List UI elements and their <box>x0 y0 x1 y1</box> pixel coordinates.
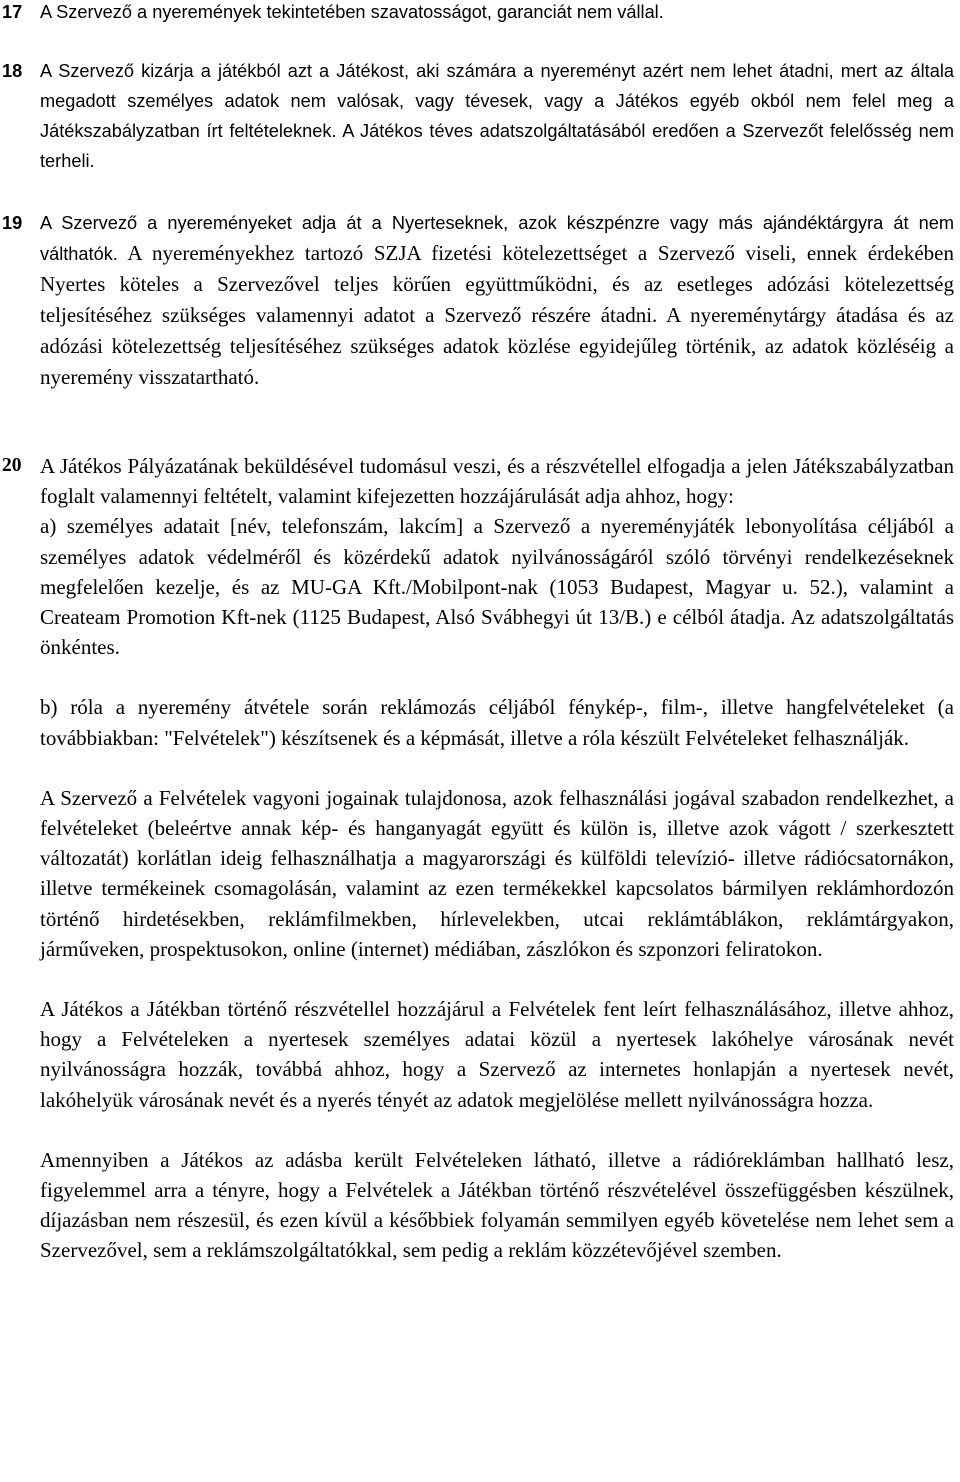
clause-number: 17 <box>2 2 23 22</box>
clause-number: 20 <box>2 455 22 476</box>
clause-paragraph: Amennyiben a Játékos az adásba került Felvételeken látható, illetve a rádióreklámban hallható lesz, figyelemmel arra a tényre, hogy a Felvételek a Játékban történő részvételével összefüggésben készülnek, díjazásban nem részesül, és ezen kívül a későbbiek folyamán semmilyen egyéb követelése nem lehet sem a Szervezővel, sem a reklámszolgáltatókkal, sem pedig a reklám közzétevőjével szemben. <box>40 1147 954 1263</box>
clause-17 <box>0 0 960 27</box>
clause-text: A Szervező a nyeremények tekintetében szavatosságot, garanciát nem vállal. <box>40 2 664 22</box>
clause-paragraph: A Szervező a Felvételek vagyoni jogainak tulajdonosa, azok felhasználási jogával szabadon rendelkezhet, a felvételeket (beleértve annak kép- és hanganyagát együtt és külön is, illetve azok vágott / szerkesztett változatát) korlátlan ideig felhasználhatja a magyarországi és külföldi televízió- illetve rádiócsatornákon, illetve termékeinek csomagolásán, valamint az ezen termékekkel kapcsolatos bármilyen reklámhordozón történő hirdetésekben, reklámfilmekben, hírlevelekben, utcai reklámtáblákon, reklámtárgyakon, járműveken, prospektusokon, online (internet) médiában, zászlókon és szponzori feliratokon. <box>40 785 954 961</box>
clause-text-part: A nyereményekhez tartozó SZJA fizetési kötelezettséget a Szervező viseli, ennek érdekében Nyertes köteles a Szervezővel teljes körűen együttműködni, és az esetleges adózási kötelezettség teljesítéséhez szükséges valamennyi adatot a Szervező részére átadni. A nyereménytárgy átadása és az adózási kötelezettség teljesítéséhez szükséges adatok közlése egyidejűleg történik, az adatok közléséig a nyeremény visszatartható. <box>40 241 954 389</box>
clause-point-a: a) személyes adatait [név, telefonszám, lakcím] a Szervező a nyereményjáték lebonyolítása céljából a személyes adatok védelméről és közérdekű adatok nyilvánosságáról szóló törvényi rendelkezéseknek megfelelően kezelje, és az MU-GA Kft./Mobilpont-nak (1053 Budapest, Magyar u. 52.), valamint a Createam Promotion Kft-nek (1125 Budapest, Alsó Svábhegyi út 13/B.) e célból átadja. Az adatszolgáltatás önkéntes. <box>40 514 954 660</box>
clause-19 <box>0 208 960 393</box>
clause-text: A Szervező kizárja a játékból azt a Játékost, aki számára a nyereményt azért nem lehet átadni, mert az általa megadott személyes adatok nem valósak, vagy tévesek, vagy a Játékos egyéb okból nem felel meg a Játékszabályzatban írt feltételeknek. A Játékos téves adatszolgáltatásából eredően a Szervezőt felelősség nem terheli. <box>40 61 954 171</box>
clause-number: 19 <box>2 213 23 233</box>
clause-text <box>40 208 954 393</box>
clause-point-b: b) róla a nyeremény átvétele során reklámozás céljából fénykép-, film-, illetve hangfelvételeket (a továbbiakban: "Felvételek") készítsenek és a képmását, illetve a róla készült Felvételeket felhasználják. <box>40 695 954 750</box>
clause-text-part: A Szervező a nyereményeket adja át a Nyerteseknek, azok készpénzre vagy más ajándéktárgyra át nem válthatók. <box>40 213 954 264</box>
clause-intro: A Játékos Pályázatának beküldésével tudomásul veszi, és a részvétellel elfogadja a jelen Játékszabályzatban foglalt valamennyi feltételt, valamint kifejezetten hozzájárulását adja ahhoz, hogy: <box>40 454 954 509</box>
clause-number: 18 <box>2 61 23 81</box>
clause-18 <box>0 56 960 176</box>
clause-paragraph: A Játékos a Játékban történő részvétellel hozzájárul a Felvételek fent leírt felhasználásához, illetve ahhoz, hogy a Felvételeken a nyertesek személyes adatai közül a nyertesek lakóhelye városának nevét nyilvánosságra hozzák, továbbá ahhoz, hogy a Szervező az internetes honlapján a nyertesek nevét, lakóhelyük városának nevét és a nyerés tényét az adatok megjelölése mellett nyilvánosságra hozza. <box>40 997 954 1112</box>
clause-20 <box>0 451 960 1266</box>
